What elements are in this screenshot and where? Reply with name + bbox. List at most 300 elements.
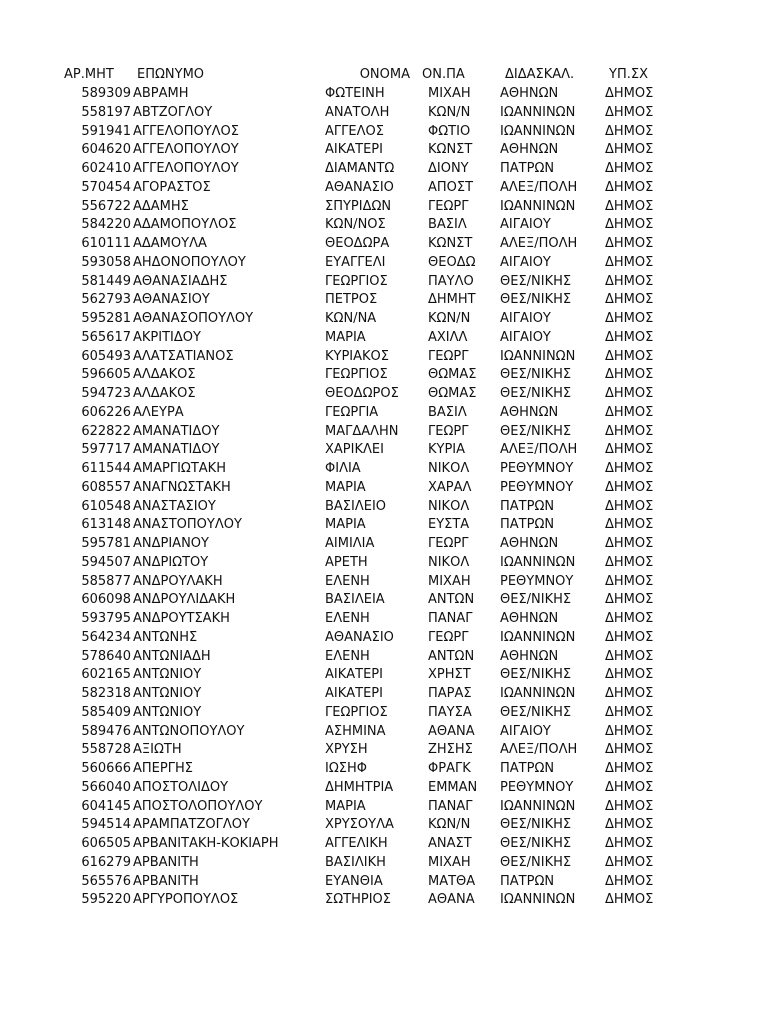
cell-onoma: ΜΑΡΙΑ [325, 517, 366, 533]
cell-onpa: ΜΙΧΑΗ [428, 854, 471, 870]
cell-eponymo: ΑΓΓΕΛΟΠΟΥΛΟΥ [133, 142, 239, 158]
cell-ypsx: ΔΗΜΟΣ [605, 404, 654, 420]
cell-didaskal: ΘΕΣ/ΝΙΚΗΣ [500, 592, 572, 608]
cell-didaskal: ΡΕΘΥΜΝΟΥ [500, 479, 574, 495]
table-row [0, 216, 768, 235]
cell-am: 604145 [81, 798, 131, 814]
cell-onoma: ΕΛΕΝΗ [325, 648, 370, 664]
cell-ypsx: ΔΗΜΟΣ [605, 367, 654, 383]
cell-onpa: ΠΑΝΑΓ [428, 798, 473, 814]
cell-eponymo: ΑΝΑΓΝΩΣΤΑΚΗ [133, 479, 231, 495]
cell-didaskal: ΡΕΘΥΜΝΟΥ [500, 573, 574, 589]
cell-am: 606505 [81, 836, 131, 851]
cell-onpa: ΕΥΣΤΑ [428, 517, 470, 533]
cell-ypsx: ΔΗΜΟΣ [605, 273, 654, 289]
cell-didaskal: ΘΕΣ/ΝΙΚΗΣ [500, 667, 572, 683]
cell-onoma: ΜΑΓΔΑΛΗΝ [325, 423, 399, 439]
cell-onpa: ΠΑΡΑΣ [428, 686, 472, 701]
cell-eponymo: ΑΝΔΡΟΥΤΣΑΚΗ [133, 611, 230, 626]
cell-ypsx: ΔΗΜΟΣ [605, 198, 654, 214]
cell-onpa: ΓΕΩΡΓ [428, 536, 469, 551]
table-row [0, 854, 768, 873]
cell-didaskal: ΑΙΓΑΙΟΥ [500, 329, 551, 345]
cell-eponymo: ΑΝΔΡΙΩΤΟΥ [133, 554, 209, 570]
table-row [0, 329, 768, 348]
cell-onoma: ΑΘΑΝΑΣΙΟ [325, 629, 394, 645]
cell-onoma: ΠΕΤΡΟΣ [325, 292, 378, 308]
cell-onpa: ΑΠΟΣΤ [428, 179, 474, 195]
cell-didaskal: ΘΕΣ/ΝΙΚΗΣ [500, 423, 572, 439]
cell-didaskal: ΑΛΕΞ/ΠΟΛΗ [500, 236, 578, 251]
cell-eponymo: ΑΝΔΡΟΥΛΑΚΗ [133, 573, 223, 589]
table-row [0, 554, 768, 573]
cell-onpa: ΠΑΥΣΑ [428, 704, 472, 720]
cell-didaskal: ΙΩΑΝΝΙΝΩΝ [500, 629, 576, 645]
table-row [0, 685, 768, 704]
cell-eponymo: ΑΡΒΑΝΙΤΑΚΗ-ΚΟΚΙΑΡΗ [133, 836, 279, 851]
cell-onoma: ΧΡΥΣΗ [325, 742, 368, 758]
cell-onoma: ΧΡΥΣΟΥΛΑ [325, 817, 394, 833]
cell-onoma: ΑΡΕΤΗ [325, 554, 368, 570]
cell-ypsx: ΔΗΜΟΣ [605, 686, 654, 701]
table-row [0, 591, 768, 610]
cell-ypsx: ΔΗΜΟΣ [605, 142, 654, 158]
cell-eponymo: ΑΒΡΑΜΗ [133, 86, 189, 101]
cell-am: 589309 [81, 86, 131, 101]
table-row [0, 498, 768, 517]
cell-onoma: ΔΙΑΜΑΝΤΩ [325, 161, 395, 176]
cell-didaskal: ΙΩΑΝΝΙΝΩΝ [500, 348, 576, 364]
table-row [0, 123, 768, 142]
cell-onpa: ΜΙΧΑΗ [428, 573, 471, 589]
table-row [0, 385, 768, 404]
table-row [0, 629, 768, 648]
table-row [0, 479, 768, 498]
cell-onoma: ΑΘΑΝΑΣΙΟ [325, 179, 394, 195]
cell-eponymo: ΑΡΑΜΠΑΤΖΟΓΛΟΥ [133, 817, 250, 833]
cell-onpa: ΧΡΗΣΤ [428, 667, 471, 683]
cell-onpa: ΝΙΚΟΛ [428, 498, 470, 514]
cell-ypsx: ΔΗΜΟΣ [605, 498, 654, 514]
cell-onoma: ΚΥΡΙΑΚΟΣ [325, 348, 390, 364]
cell-didaskal: ΑΙΓΑΙΟΥ [500, 254, 551, 270]
cell-onpa: ΖΗΣΗΣ [428, 742, 473, 758]
cell-onpa: ΠΑΝΑΓ [428, 611, 473, 626]
cell-am: 613148 [81, 517, 131, 533]
cell-eponymo: ΑΘΑΝΑΣΟΠΟΥΛΟΥ [133, 311, 254, 326]
cell-eponymo: ΑΝΤΩΝΙΑΔΗ [133, 648, 211, 664]
cell-onoma: ΜΑΡΙΑ [325, 798, 366, 814]
table-row [0, 104, 768, 123]
cell-eponymo: ΑΚΡΙΤΙΔΟΥ [133, 329, 201, 345]
cell-ypsx: ΔΗΜΟΣ [605, 179, 654, 195]
cell-ypsx: ΔΗΜΟΣ [605, 854, 654, 870]
cell-onoma: ΜΑΡΙΑ [325, 329, 366, 345]
cell-eponymo: ΑΛΔΑΚΟΣ [133, 386, 196, 401]
cell-onpa: ΑΝΤΩΝ [428, 648, 475, 664]
cell-ypsx: ΔΗΜΟΣ [605, 442, 654, 458]
cell-onoma: ΣΩΤΗΡΙΟΣ [325, 892, 391, 908]
cell-onpa: ΔΗΜΗΤ [428, 292, 476, 308]
cell-ypsx: ΔΗΜΟΣ [605, 217, 654, 233]
cell-am: 584220 [81, 217, 131, 233]
cell-onoma: ΙΩΣΗΦ [325, 761, 367, 776]
cell-didaskal: ΑΘΗΝΩΝ [500, 648, 559, 664]
cell-eponymo: ΑΒΤΖΟΓΛΟΥ [133, 104, 213, 120]
cell-eponymo: ΑΝΔΡΟΥΛΙΔΑΚΗ [133, 592, 236, 608]
cell-am: 610111 [81, 236, 131, 251]
cell-onoma: ΧΑΡΙΚΛΕΙ [325, 442, 384, 458]
cell-eponymo: ΑΝΤΩΝΙΟΥ [133, 704, 202, 720]
cell-eponymo: ΑΡΒΑΝΙΤΗ [133, 873, 199, 889]
cell-onpa: ΚΩΝ/Ν [428, 817, 471, 833]
cell-am: 578640 [81, 648, 131, 664]
cell-eponymo: ΑΓΓΕΛΟΠΟΥΛΟΣ [133, 123, 240, 139]
cell-am: 593795 [81, 611, 131, 626]
cell-ypsx: ΔΗΜΟΣ [605, 123, 654, 139]
cell-ypsx: ΔΗΜΟΣ [605, 817, 654, 833]
table-row [0, 273, 768, 292]
cell-onoma: ΑΝΑΤΟΛΗ [325, 104, 390, 120]
cell-onpa: ΑΘΑΝΑ [428, 723, 475, 739]
cell-eponymo: ΑΝΤΩΝΟΠΟΥΛΟΥ [133, 723, 245, 739]
cell-didaskal: ΑΙΓΑΙΟΥ [500, 311, 551, 326]
table-row [0, 573, 768, 592]
cell-eponymo: ΑΜΑΝΑΤΙΔΟΥ [133, 423, 220, 439]
table-row [0, 310, 768, 329]
cell-ypsx: ΔΗΜΟΣ [605, 479, 654, 495]
cell-eponymo: ΑΛΑΤΣΑΤΙΑΝΟΣ [133, 348, 234, 364]
cell-onpa: ΚΩΝ/Ν [428, 104, 471, 120]
cell-didaskal: ΑΙΓΑΙΟΥ [500, 723, 551, 739]
table-row [0, 441, 768, 460]
cell-ypsx: ΔΗΜΟΣ [605, 779, 654, 795]
cell-onoma: ΓΕΩΡΓΙΟΣ [325, 704, 388, 720]
cell-eponymo: ΑΝΑΣΤΟΠΟΥΛΟΥ [133, 517, 242, 533]
cell-onpa: ΧΑΡΑΛ [428, 479, 472, 495]
cell-eponymo: ΑΔΑΜΟΥΛΑ [133, 236, 207, 251]
cell-am: 595281 [81, 311, 131, 326]
cell-eponymo: ΑΝΤΩΝΗΣ [133, 629, 198, 645]
cell-ypsx: ΔΗΜΟΣ [605, 723, 654, 739]
table-row [0, 160, 768, 179]
cell-ypsx: ΔΗΜΟΣ [605, 329, 654, 345]
cell-eponymo: ΑΘΑΝΑΣΙΟΥ [133, 292, 210, 308]
header-row [0, 66, 768, 85]
cell-ypsx: ΔΗΜΟΣ [605, 648, 654, 664]
cell-am: 581449 [81, 273, 131, 289]
cell-didaskal: ΠΑΤΡΩΝ [500, 873, 555, 889]
table-row [0, 423, 768, 442]
cell-onoma: ΦΙΛΙΑ [325, 461, 361, 476]
table-row [0, 648, 768, 667]
table-row [0, 760, 768, 779]
table-row [0, 666, 768, 685]
header-ypsx: ΥΠ.ΣΧ [609, 67, 648, 82]
cell-ypsx: ΔΗΜΟΣ [605, 798, 654, 814]
cell-didaskal: ΡΕΘΥΜΝΟΥ [500, 779, 574, 795]
cell-onpa: ΦΩΤΙΟ [428, 123, 471, 139]
cell-onpa: ΑΘΑΝΑ [428, 892, 475, 908]
cell-am: 594723 [81, 386, 131, 401]
cell-onoma: ΚΩΝ/ΝΑ [325, 311, 377, 326]
cell-onpa: ΓΕΩΡΓ [428, 629, 469, 645]
cell-am: 595781 [81, 536, 131, 551]
cell-eponymo: ΑΘΑΝΑΣΙΑΔΗΣ [133, 273, 228, 289]
cell-am: 608557 [81, 479, 131, 495]
header-didaskal: ΔΙΔΑΣΚΑΛ. [505, 67, 575, 82]
cell-ypsx: ΔΗΜΟΣ [605, 573, 654, 589]
cell-ypsx: ΔΗΜΟΣ [605, 86, 654, 101]
cell-eponymo: ΑΜΑΡΓΙΩΤΑΚΗ [133, 461, 226, 476]
cell-onoma: ΓΕΩΡΓΙΟΣ [325, 273, 388, 289]
table-row [0, 704, 768, 723]
cell-onpa: ΑΧΙΛΛ [428, 329, 468, 345]
table-row [0, 741, 768, 760]
table-row [0, 198, 768, 217]
cell-am: 622822 [81, 423, 131, 439]
cell-didaskal: ΘΕΣ/ΝΙΚΗΣ [500, 704, 572, 720]
cell-ypsx: ΔΗΜΟΣ [605, 536, 654, 551]
cell-onoma: ΦΩΤΕΙΝΗ [325, 86, 385, 101]
cell-ypsx: ΔΗΜΟΣ [605, 836, 654, 851]
cell-ypsx: ΔΗΜΟΣ [605, 704, 654, 720]
table-row [0, 779, 768, 798]
cell-didaskal: ΙΩΑΝΝΙΝΩΝ [500, 892, 576, 908]
cell-ypsx: ΔΗΜΟΣ [605, 761, 654, 776]
cell-ypsx: ΔΗΜΟΣ [605, 554, 654, 570]
cell-ypsx: ΔΗΜΟΣ [605, 348, 654, 364]
cell-eponymo: ΑΜΑΝΑΤΙΔΟΥ [133, 442, 220, 458]
cell-ypsx: ΔΗΜΟΣ [605, 629, 654, 645]
cell-onpa: ΕΜΜΑΝ [428, 779, 478, 795]
cell-onpa: ΘΩΜΑΣ [428, 386, 477, 401]
table-row [0, 816, 768, 835]
cell-am: 606226 [81, 404, 131, 420]
cell-am: 604620 [81, 142, 131, 158]
header-am: ΑΡ.ΜΗΤ [64, 67, 114, 82]
cell-am: 558728 [81, 742, 131, 758]
cell-didaskal: ΑΙΓΑΙΟΥ [500, 217, 551, 233]
cell-didaskal: ΙΩΑΝΝΙΝΩΝ [500, 686, 576, 701]
cell-didaskal: ΘΕΣ/ΝΙΚΗΣ [500, 817, 572, 833]
cell-ypsx: ΔΗΜΟΣ [605, 386, 654, 401]
cell-onpa: ΜΙΧΑΗ [428, 86, 471, 101]
table-row [0, 348, 768, 367]
cell-ypsx: ΔΗΜΟΣ [605, 292, 654, 308]
cell-didaskal: ΑΘΗΝΩΝ [500, 86, 559, 101]
cell-am: 596605 [81, 367, 131, 383]
cell-onoma: ΒΑΣΙΛΙΚΗ [325, 854, 386, 870]
cell-onoma: ΣΠΥΡΙΔΩΝ [325, 198, 392, 214]
cell-ypsx: ΔΗΜΟΣ [605, 667, 654, 683]
table-row [0, 404, 768, 423]
cell-didaskal: ΑΘΗΝΩΝ [500, 611, 559, 626]
cell-onpa: ΚΩΝ/Ν [428, 311, 471, 326]
cell-onoma: ΘΕΟΔΩΡΟΣ [325, 386, 399, 401]
cell-didaskal: ΘΕΣ/ΝΙΚΗΣ [500, 292, 572, 308]
table-row [0, 835, 768, 854]
cell-am: 606098 [81, 592, 131, 608]
cell-am: 594507 [81, 554, 131, 570]
cell-am: 589476 [81, 723, 131, 739]
cell-onoma: ΕΥΑΓΓΕΛΙ [325, 254, 386, 270]
cell-didaskal: ΑΛΕΞ/ΠΟΛΗ [500, 179, 578, 195]
cell-eponymo: ΑΗΔΟΝΟΠΟΥΛΟΥ [133, 254, 246, 270]
cell-onoma: ΑΙΚΑΤΕΡΙ [325, 142, 383, 158]
cell-didaskal: ΑΘΗΝΩΝ [500, 142, 559, 158]
cell-eponymo: ΑΓΟΡΑΣΤΟΣ [133, 179, 211, 195]
cell-onpa: ΑΝΤΩΝ [428, 592, 475, 608]
cell-onoma: ΒΑΣΙΛΕΙΑ [325, 592, 385, 608]
cell-eponymo: ΑΔΑΜΟΠΟΥΛΟΣ [133, 217, 237, 233]
cell-onpa: ΚΩΝΣΤ [428, 142, 473, 158]
cell-am: 566040 [81, 779, 131, 795]
cell-onpa: ΚΥΡΙΑ [428, 442, 466, 458]
cell-eponymo: ΑΝΑΣΤΑΣΙΟΥ [133, 498, 216, 514]
cell-ypsx: ΔΗΜΟΣ [605, 592, 654, 608]
cell-eponymo: ΑΝΔΡΙΑΝΟΥ [133, 536, 209, 551]
cell-am: 593058 [81, 254, 131, 270]
cell-ypsx: ΔΗΜΟΣ [605, 104, 654, 120]
table-row [0, 85, 768, 104]
cell-didaskal: ΙΩΑΝΝΙΝΩΝ [500, 198, 576, 214]
cell-didaskal: ΠΑΤΡΩΝ [500, 517, 555, 533]
cell-didaskal: ΠΑΤΡΩΝ [500, 761, 555, 776]
cell-onpa: ΒΑΣΙΛ [428, 217, 467, 233]
table-row [0, 254, 768, 273]
cell-eponymo: ΑΛΔΑΚΟΣ [133, 367, 196, 383]
cell-am: 564234 [81, 629, 131, 645]
cell-eponymo: ΑΠΟΣΤΟΛΟΠΟΥΛΟΥ [133, 798, 263, 814]
cell-am: 597717 [81, 442, 131, 458]
cell-am: 558197 [81, 104, 131, 120]
cell-didaskal: ΘΕΣ/ΝΙΚΗΣ [500, 367, 572, 383]
table-row [0, 291, 768, 310]
cell-onpa: ΝΙΚΟΛ [428, 461, 470, 476]
cell-onpa: ΓΕΩΡΓ [428, 348, 469, 364]
table-row [0, 535, 768, 554]
cell-am: 610548 [81, 498, 131, 514]
cell-eponymo: ΑΝΤΩΝΙΟΥ [133, 667, 202, 683]
cell-am: 562793 [81, 292, 131, 308]
cell-eponymo: ΑΠΟΣΤΟΛΙΔΟΥ [133, 779, 229, 795]
table-row [0, 516, 768, 535]
table-row [0, 873, 768, 892]
cell-eponymo: ΑΡΓΥΡΟΠΟΥΛΟΣ [133, 892, 239, 908]
cell-am: 611544 [81, 461, 131, 476]
cell-am: 556722 [81, 198, 131, 214]
cell-didaskal: ΑΘΗΝΩΝ [500, 536, 559, 551]
header-onoma: ΟΝΟΜΑ [359, 67, 410, 82]
cell-onoma: ΕΥΑΝΘΙΑ [325, 873, 383, 889]
cell-onoma: ΑΙΚΑΤΕΡΙ [325, 667, 383, 683]
cell-onoma: ΜΑΡΙΑ [325, 479, 366, 495]
cell-onpa: ΘΩΜΑΣ [428, 367, 477, 383]
cell-didaskal: ΙΩΑΝΝΙΝΩΝ [500, 798, 576, 814]
cell-onpa: ΦΡΑΓΚ [428, 761, 471, 776]
cell-ypsx: ΔΗΜΟΣ [605, 423, 654, 439]
cell-onpa: ΜΑΤΘΑ [428, 873, 476, 889]
cell-am: 585877 [81, 573, 131, 589]
cell-am: 565617 [81, 329, 131, 345]
cell-onpa: ΒΑΣΙΛ [428, 404, 467, 420]
table-row [0, 723, 768, 742]
table-row [0, 460, 768, 479]
cell-didaskal: ΑΛΕΞ/ΠΟΛΗ [500, 742, 578, 758]
cell-eponymo: ΑΝΤΩΝΙΟΥ [133, 686, 202, 701]
cell-am: 594514 [81, 817, 131, 833]
cell-am: 570454 [81, 179, 131, 195]
cell-onpa: ΓΕΩΡΓ [428, 423, 469, 439]
cell-am: 605493 [81, 348, 131, 364]
cell-onpa: ΠΑΥΛΟ [428, 273, 474, 289]
cell-onpa: ΑΝΑΣΤ [428, 836, 472, 851]
cell-onoma: ΓΕΩΡΓΙΑ [325, 404, 379, 420]
header-eponymo: ΕΠΩΝΥΜΟ [137, 67, 205, 82]
cell-onoma: ΒΑΣΙΛΕΙΟ [325, 498, 387, 514]
cell-ypsx: ΔΗΜΟΣ [605, 311, 654, 326]
cell-eponymo: ΑΛΕΥΡΑ [133, 404, 184, 420]
cell-onoma: ΑΓΓΕΛΙΚΗ [325, 836, 388, 851]
cell-am: 591941 [81, 123, 131, 139]
cell-didaskal: ΑΘΗΝΩΝ [500, 404, 559, 420]
cell-onpa: ΚΩΝΣΤ [428, 236, 473, 251]
cell-onoma: ΚΩΝ/ΝΟΣ [325, 217, 386, 233]
cell-didaskal: ΠΑΤΡΩΝ [500, 161, 555, 176]
table-row [0, 366, 768, 385]
cell-onpa: ΓΕΩΡΓ [428, 198, 469, 214]
cell-onoma: ΑΙΜΙΛΙΑ [325, 536, 375, 551]
cell-am: 560666 [81, 761, 131, 776]
table-row [0, 891, 768, 910]
cell-ypsx: ΔΗΜΟΣ [605, 236, 654, 251]
cell-didaskal: ΑΛΕΞ/ΠΟΛΗ [500, 442, 578, 458]
cell-didaskal: ΙΩΑΝΝΙΝΩΝ [500, 554, 576, 570]
cell-didaskal: ΘΕΣ/ΝΙΚΗΣ [500, 386, 572, 401]
cell-ypsx: ΔΗΜΟΣ [605, 517, 654, 533]
cell-onoma: ΕΛΕΝΗ [325, 611, 370, 626]
cell-am: 602165 [81, 667, 131, 683]
cell-ypsx: ΔΗΜΟΣ [605, 254, 654, 270]
cell-eponymo: ΑΡΒΑΝΙΤΗ [133, 854, 199, 870]
table-row [0, 141, 768, 160]
cell-onpa: ΔΙΟΝΥ [428, 161, 469, 176]
cell-onoma: ΓΕΩΡΓΙΟΣ [325, 367, 388, 383]
cell-onoma: ΑΣΗΜΙΝΑ [325, 723, 386, 739]
cell-onoma: ΑΙΚΑΤΕΡΙ [325, 686, 383, 701]
cell-am: 582318 [81, 686, 131, 701]
cell-onoma: ΔΗΜΗΤΡΙΑ [325, 779, 394, 795]
cell-onpa: ΘΕΟΔΩ [428, 254, 476, 270]
cell-onoma: ΑΓΓΕΛΟΣ [325, 123, 384, 139]
table-row [0, 235, 768, 254]
table-row [0, 179, 768, 198]
cell-ypsx: ΔΗΜΟΣ [605, 161, 654, 176]
cell-eponymo: ΑΓΓΕΛΟΠΟΥΛΟΥ [133, 161, 239, 176]
cell-am: 565576 [81, 873, 131, 889]
table-row [0, 798, 768, 817]
cell-didaskal: ΘΕΣ/ΝΙΚΗΣ [500, 836, 572, 851]
header-onpa: ΟΝ.ΠΑ [422, 67, 465, 82]
cell-am: 616279 [81, 854, 131, 870]
cell-ypsx: ΔΗΜΟΣ [605, 461, 654, 476]
cell-eponymo: ΑΞΙΩΤΗ [133, 742, 182, 758]
cell-didaskal: ΠΑΤΡΩΝ [500, 498, 555, 514]
cell-ypsx: ΔΗΜΟΣ [605, 742, 654, 758]
cell-didaskal: ΘΕΣ/ΝΙΚΗΣ [500, 273, 572, 289]
cell-eponymo: ΑΠΕΡΓΗΣ [133, 761, 193, 776]
